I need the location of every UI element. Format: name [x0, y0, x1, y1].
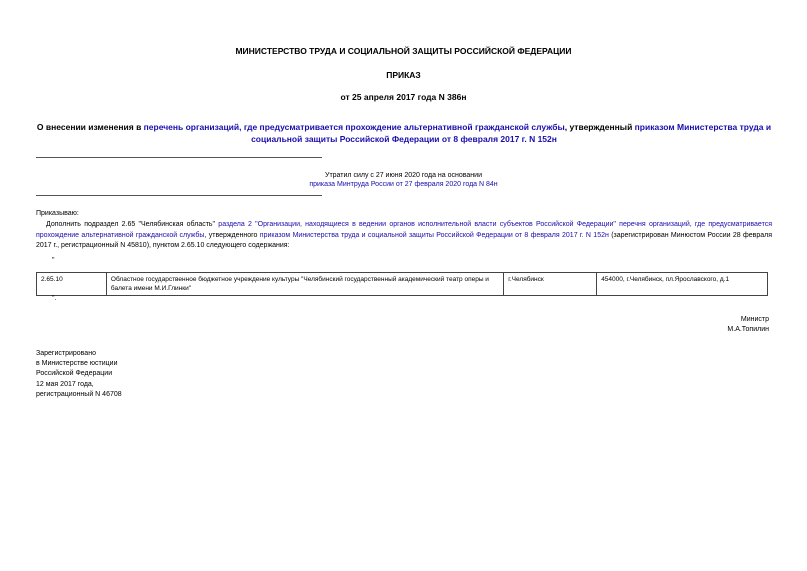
table-row: [37, 273, 768, 296]
para-mid: , утвержденного: [204, 231, 260, 239]
cell-code: 2.65.10: [37, 273, 107, 296]
document-date-number: от 25 апреля 2017 года N 386н: [340, 92, 467, 102]
para-start: Дополнить подраздел 2.65 "Челябинская область": [46, 221, 219, 228]
document-type: ПРИКАЗ: [386, 70, 421, 80]
divider-bottom: [36, 195, 322, 196]
registration-block: [36, 349, 122, 400]
registration-line: в Министерстве юстиции: [36, 360, 118, 368]
para-link-section[interactable]: раздела 2 "Организации, находящиеся в ведении органов исполнительной власти субъектов Российской Федерации" перечня организаций, где предусматривается прохождение альтернативной гражданской службы: [36, 221, 772, 239]
lost-force-link-wrap: [0, 181, 807, 188]
document-title: [36, 121, 772, 145]
order-word: Приказываю:: [36, 210, 79, 217]
cell-address: 454000, г.Челябинск, пл.Ярославского, д.1: [597, 273, 768, 296]
title-middle: , утвержденный: [564, 122, 635, 132]
registration-line: Российской Федерации: [36, 370, 113, 378]
para-link-order[interactable]: приказом Министерства труда и социальной защиты Российской Федерации от 8 февраля 2017 г. N 152н: [259, 231, 609, 239]
lost-force-link[interactable]: приказа Минтруда России от 27 февраля 2020 года N 84н: [309, 181, 498, 188]
registration-line: 12 мая 2017 года,: [36, 380, 94, 388]
lost-force-note: Утратил силу с 27 июня 2020 года на основании: [325, 172, 482, 179]
quote-close: ".: [52, 295, 57, 302]
registration-line: Зарегистрировано: [36, 350, 96, 357]
order-paragraph: [36, 220, 772, 252]
cell-organization: Областное государственное бюджетное учреждение культуры "Челябинский государственный академический театр оперы и балета имени М.И.Глинки": [106, 273, 503, 296]
title-link-order[interactable]: приказом Министерства труда и социальной защиты Российской Федерации от 8 февраля 2017 г. N 152н: [251, 122, 772, 144]
registration-line: регистрационный N 46708: [36, 390, 122, 398]
title-link-list[interactable]: перечень организаций, где предусматривается прохождение альтернативной гражданской службы: [143, 122, 565, 132]
divider-top: [36, 157, 322, 158]
signature-name: М.А.Топилин: [727, 326, 769, 333]
amendment-table: [36, 272, 768, 296]
quote-open: ": [52, 257, 55, 264]
signature-position: Министр: [740, 316, 769, 323]
title-prefix: О внесении изменения в: [36, 122, 144, 132]
para-end: (зарегистрирован Минюстом России 28 февраля 2017 г., регистрационный N 45810), пунктом 2.65.10 следующего содержания:: [36, 231, 773, 249]
cell-city: г.Челябинск: [504, 273, 597, 296]
ministry-heading: МИНИСТЕРСТВО ТРУДА И СОЦИАЛЬНОЙ ЗАЩИТЫ РОССИЙСКОЙ ФЕДЕРАЦИИ: [235, 46, 572, 56]
